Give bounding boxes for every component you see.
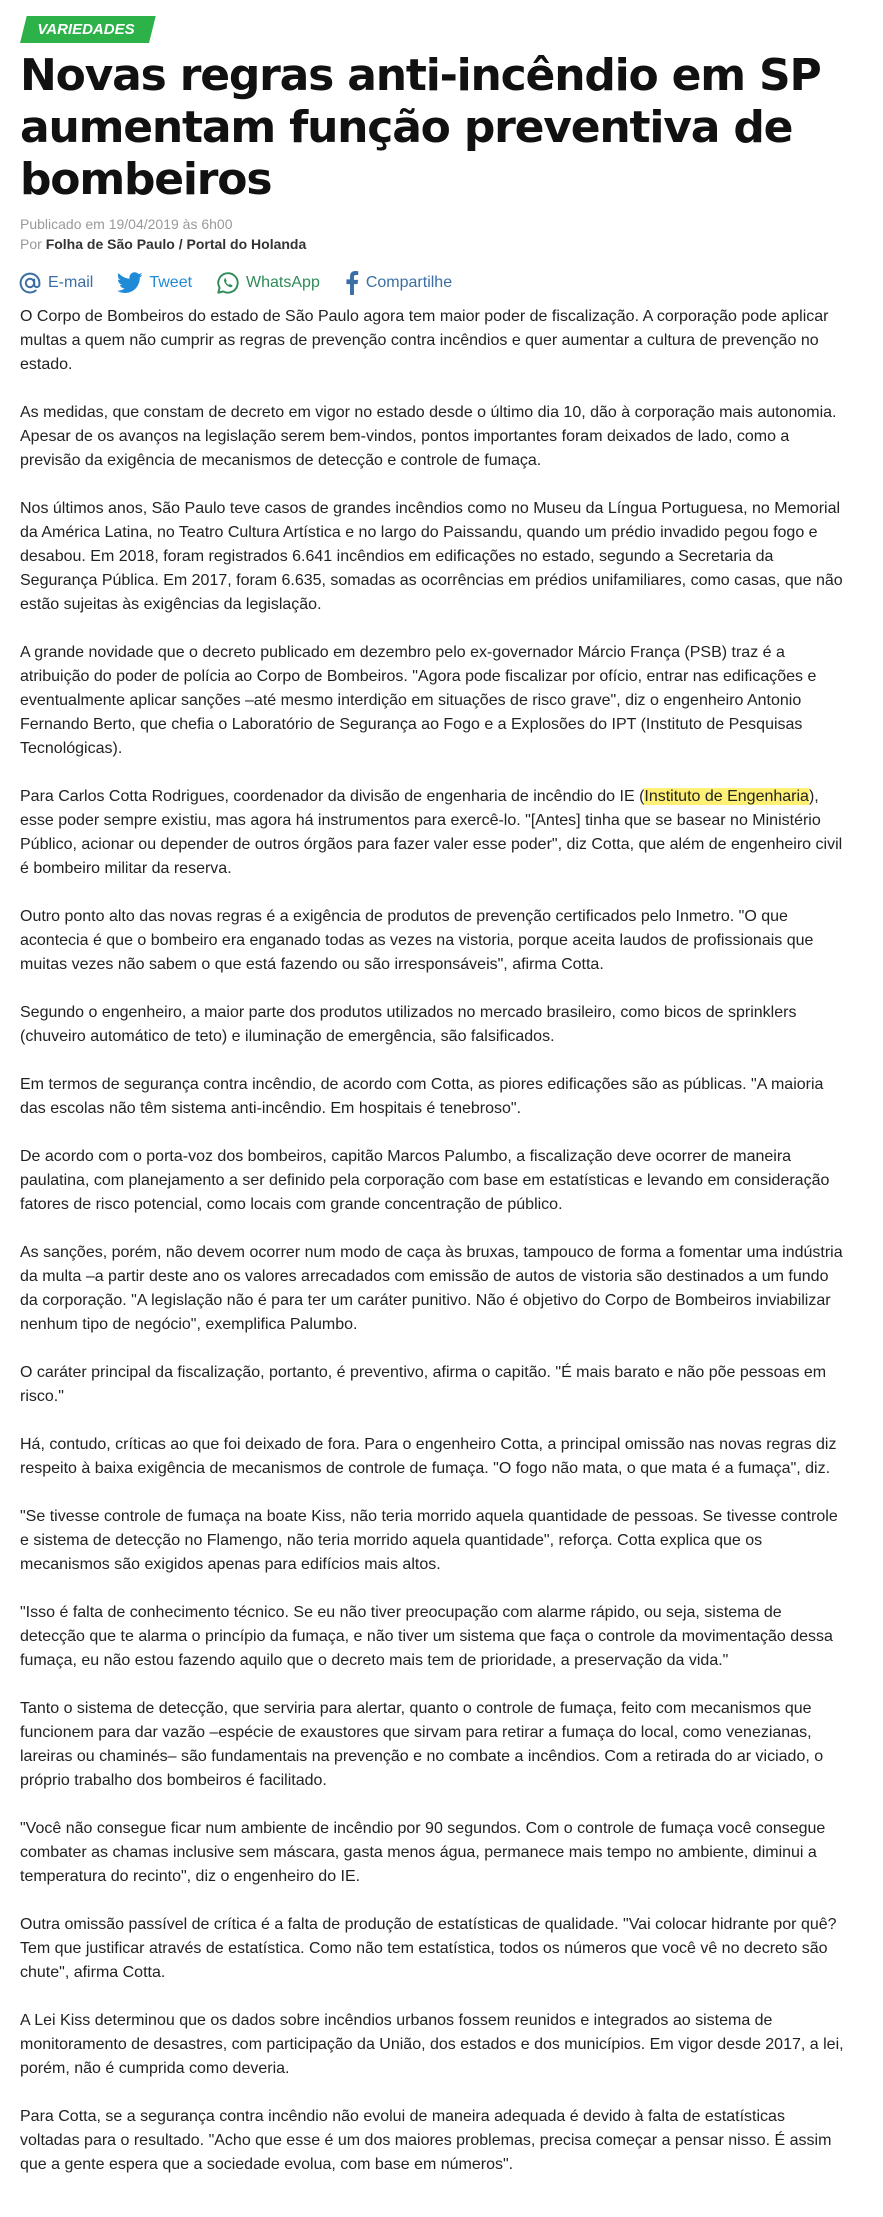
share-twitter-label: Tweet — [149, 274, 193, 291]
paragraph: Nos últimos anos, São Paulo teve casos de grandes incêndios como no Museu da Língua Portuguesa, no Memorial da América Latina, no Teatro Cultura Artística e no largo do Paissandu, quando um prédio invadido pegou fogo e desabou. Em 2018, foram registrados 6.641 incêndios em edificações no estado, segundo a Secretaria da Segurança Pública. Em 2017, foram 6.635, somadas as ocorrências em prédios unifamiliares, como casas, que não estão sujeitas às exigências da legislação. — [20, 500, 843, 613]
share-whatsapp-label: WhatsApp — [246, 274, 320, 291]
category-label: VARIEDADES — [37, 21, 135, 38]
paragraph: As sanções, porém, não devem ocorrer num modo de caça às bruxas, tampouco de forma a fomentar uma indústria da multa –a partir deste ano os valores arrecadados com emissão de autos de vistoria são destinados a um fundo da corporação. "A legislação não é para ter um caráter punitivo. Não é objetivo do Corpo de Bombeiros inviabilizar nenhum tipo de negócio", exemplifica Palumbo. — [20, 1244, 843, 1333]
whatsapp-icon — [216, 271, 240, 295]
article-meta — [20, 214, 306, 254]
category-badge[interactable] — [20, 16, 156, 43]
article-title: Novas regras anti-incêndio em SP aumentam função preventiva de bombeiros — [20, 50, 821, 205]
share-whatsapp-button[interactable] — [216, 271, 320, 295]
twitter-icon — [117, 272, 143, 294]
byline — [20, 234, 306, 254]
paragraph: "Você não consegue ficar num ambiente de incêndio por 90 segundos. Com o controle de fumaça você consegue combater as chamas inclusive sem máscara, gasta menos água, permanece mais tempo no ambiente, diminui a temperatura do recinto", diz o engenheiro do IE. — [20, 1820, 826, 1885]
paragraph: As medidas, que constam de decreto em vigor no estado desde o último dia 10, dão à corporação mais autonomia. Apesar de os avanços na legislação serem bem-vindos, pontos importantes foram deixados de lado, como a previsão da exigência de mecanismos de detecção e controle de fumaça. — [20, 404, 837, 469]
facebook-icon — [344, 271, 360, 295]
paragraph: De acordo com o porta-voz dos bombeiros, capitão Marcos Palumbo, a fiscalização deve ocorrer de maneira paulatina, com planejamento a ser definido pela corporação com base em estatísticas e levando em consideração fatores de risco potencial, como locais com grande concentração de público. — [20, 1148, 830, 1213]
paragraph: Há, contudo, críticas ao que foi deixado de fora. Para o engenheiro Cotta, a principal omissão nas novas regras diz respeito à baixa exigência de mecanismos de controle de fumaça. "O fogo não mata, o que mata é a fumaça", diz. — [20, 1436, 837, 1477]
paragraph: Em termos de segurança contra incêndio, de acordo com Cotta, as piores edificações são as públicas. "A maioria das escolas não têm sistema anti-incêndio. Em hospitais é tenebroso". — [20, 1076, 824, 1117]
paragraph: A Lei Kiss determinou que os dados sobre incêndios urbanos fossem reunidos e integrados ao sistema de monitoramento de desastres, com participação da União, dos estados e dos municípios. Em vigor desde 2017, a lei, porém, não é cumprida como deveria. — [20, 2012, 844, 2077]
paragraph — [20, 785, 845, 881]
byline-label: Por — [20, 236, 42, 252]
share-bar — [18, 268, 476, 298]
paragraph: Segundo o engenheiro, a maior parte dos produtos utilizados no mercado brasileiro, como bicos de sprinklers (chuveiro automático de teto) e iluminação de emergência, são falsificados. — [20, 1004, 797, 1045]
highlighted-term[interactable]: Instituto de Engenharia — [644, 788, 809, 805]
share-facebook-button[interactable] — [344, 271, 452, 295]
paragraph: Para Cotta, se a segurança contra incêndio não evolui de maneira adequada é devido à falta de estatísticas voltadas para o resultado. "Acho que esse é um dos maiores problemas, precisa começar a pensar nisso. É assim que a gente espera que a sociedade evolua, com base em números". — [20, 2108, 832, 2173]
paragraph-text: Para Carlos Cotta Rodrigues, coordenador da divisão de engenharia de incêndio do IE ( — [20, 788, 645, 805]
paragraph-text: ), esse poder sempre existiu, mas agora há instrumentos para exercê-lo. "[Antes] tinha que se basear no Ministério Público, acionar ou depender de outros órgãos para fazer valer esse poder", diz Cotta, que além de engenheiro civil é bombeiro militar da reserva. — [20, 788, 843, 877]
share-facebook-label: Compartilhe — [365, 274, 453, 291]
share-email-label: E-mail — [48, 274, 94, 291]
paragraph: Outro ponto alto das novas regras é a exigência de produtos de prevenção certificados pelo Inmetro. "O que acontecia é que o bombeiro era enganado todas as vezes na vistoria, porque aceita laudos de profissionais que muitas vezes não sabem o que está fazendo ou são irresponsáveis", afirma Cotta. — [20, 908, 814, 973]
share-email-button[interactable] — [18, 271, 93, 295]
paragraph: A grande novidade que o decreto publicado em dezembro pelo ex-governador Márcio França (PSB) traz é a atribuição do poder de polícia ao Corpo de Bombeiros. "Agora pode fiscalizar por ofício, entrar nas edificações e eventualmente aplicar sanções –até mesmo interdição em situações de risco grave", diz o engenheiro Antonio Fernando Berto, que chefia o Laboratório de Segurança ao Fogo e a Explosões do IPT (Instituto de Pesquisas Tecnológicas). — [20, 644, 817, 757]
paragraph: "Se tivesse controle de fumaça na boate Kiss, não teria morrido aquela quantidade de pessoas. Se tivesse controle e sistema de detecção no Flamengo, não teria morrido aquela quantidade", reforça. Cotta explica que os mecanismos são exigidos apenas para edifícios mais altos. — [20, 1508, 838, 1573]
share-twitter-button[interactable] — [117, 272, 192, 294]
article-body — [20, 305, 845, 2201]
publish-date: Publicado em 19/04/2019 às 6h00 — [20, 216, 233, 232]
paragraph: Tanto o sistema de detecção, que serviria para alertar, quanto o controle de fumaça, feito com mecanismos que funcionem para dar vazão –espécie de exaustores que sirvam para retirar a fumaça do local, como venezianas, lareiras ou chaminés– são fundamentais na prevenção e no combate a incêndios. Com a retirada do ar viciado, o próprio trabalho dos bombeiros é facilitado. — [20, 1700, 824, 1789]
paragraph: "Isso é falta de conhecimento técnico. Se eu não tiver preocupação com alarme rápido, ou seja, sistema de detecção que te alarma o princípio da fumaça, e não tiver um sistema que faça o controle da movimentação dessa fumaça, eu não estou fazendo aquilo que o decreto mais tem de prioridade, a preservação da vida." — [20, 1604, 833, 1669]
paragraph: O Corpo de Bombeiros do estado de São Paulo agora tem maior poder de fiscalização. A corporação pode aplicar multas a quem não cumprir as regras de prevenção contra incêndios e quer aumentar a cultura de prevenção no estado. — [20, 308, 829, 373]
at-sign-icon — [18, 271, 42, 295]
paragraph: Outra omissão passível de crítica é a falta de produção de estatísticas de qualidade. "Vai colocar hidrante por quê? Tem que justificar através de estatística. Como não tem estatística, todos os números que você vê no decreto são chute", afirma Cotta. — [20, 1916, 837, 1981]
byline-source[interactable]: Folha de São Paulo / Portal do Holanda — [45, 236, 307, 252]
paragraph: O caráter principal da fiscalização, portanto, é preventivo, afirma o capitão. "É mais barato e não põe pessoas em risco." — [20, 1364, 827, 1405]
